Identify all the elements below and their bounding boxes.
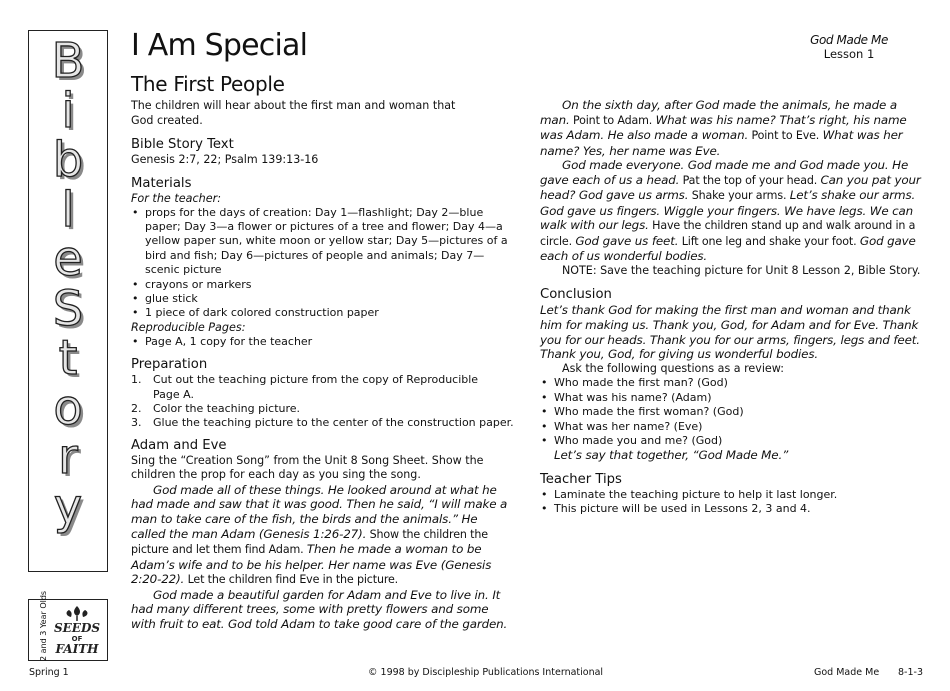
for-teacher-label: For the teacher: [131, 191, 221, 205]
sidebar-letter: o [53, 379, 83, 436]
reproducible-pages-label: Reproducible Pages: [131, 320, 246, 334]
list-item: • Page A, 1 copy for the teacher [131, 335, 513, 349]
list-item: 3. Glue the teaching picture to the center of the construction paper. [131, 416, 514, 430]
adam-and-eve-heading: Adam and Eve [131, 437, 227, 453]
list-item: • This picture will be used in Lessons 2, 3 and 4. [540, 502, 922, 516]
age-label: 2 and 3 Year Olds [39, 590, 48, 661]
list-item: • crayons or markers [131, 278, 511, 292]
seeds-of-faith-logo-icon [47, 602, 107, 660]
page-title: I Am Special [131, 28, 308, 63]
footer-season: Spring 1 [29, 667, 69, 678]
sidebar-letter: r [58, 429, 78, 485]
page-subtitle: The First People [131, 72, 285, 96]
story-paragraph: God made all of these things. He looked around at what he had made and saw that it was good. Then he said, “I will make a man to take care of the fish, the birds and the animals.” He called the man Adam (Genesis 1:26-27). Show the children the picture and let them find Adam. Then he made a woman to be Adam’s wife and to be his helper. Her name was Eve (Genesis 2:20-22). Let the children find Eve in the picture. [131, 482, 508, 587]
sidebar-letter: S [52, 280, 84, 337]
bible-reference: Genesis 2:7, 22; Psalm 139:13-16 [131, 153, 319, 166]
left-column [131, 99, 513, 631]
sidebar-letter: i [61, 82, 75, 139]
seeds-of-faith-logo [28, 590, 108, 661]
series-label [810, 33, 888, 61]
series-title: God Made Me [810, 33, 888, 47]
bible-story-vertical-title [29, 33, 107, 535]
story-paragraph: On the sixth day, after God made the animals, he made a man. Point to Adam. What was his name? That’s right, his name was Adam. He also made a woman. Point to Eve. What was her name? Yes, her name was Eve. [540, 98, 907, 158]
logo-word-faith: FAITH [55, 642, 99, 656]
preparation-list [131, 373, 514, 431]
sidebar-letter: B [51, 33, 85, 89]
list-item: • Laminate the teaching picture to help it last longer. [540, 488, 922, 502]
conclusion-heading: Conclusion [540, 287, 612, 303]
story-paragraph: God made a beautiful garden for Adam and Eve to live in. It had many different trees, some with pretty flowers and some with fruit to eat. God told Adam to take good care of the garden. [131, 587, 508, 631]
list-item: • props for the days of creation: Day 1—flashlight; Day 2—blue paper; Day 3—a flower or pictures of a tree and flower; Day 4—a yellow paper sun, white moon or yellow star; Day 5—pictures of a bird and fish; Day 6—pictures of people and animals; Day 7—scenic picture [131, 206, 511, 278]
story-paragraph: God made everyone. God made me and God made you. He gave each of us a head. Pat the top of your head. Can you pat your head? God gave us arms. Shake your arms. Let’s shake our arms. God gave us fingers. Wiggle your fingers. We have legs. We can walk with our legs. Have the children stand up and walk around in a circle. God gave us feet. Lift one leg and shake your foot. God gave each of us wonderful bodies. [540, 158, 921, 264]
closing-line: Let’s say that together, “God Made Me.” [554, 448, 789, 463]
bible-story-text-heading: Bible Story Text [131, 137, 234, 152]
footer-series-title: God Made Me [814, 667, 880, 678]
list-item: • glue stick [131, 292, 511, 306]
list-item: • 1 piece of dark colored construction paper [131, 306, 511, 320]
logo-word-seeds: SEEDS [53, 621, 101, 635]
sidebar-letter: b [52, 132, 84, 188]
preparation-heading: Preparation [131, 357, 208, 373]
materials-heading: Materials [131, 175, 192, 191]
list-item: • Who made you and me? (God) [540, 434, 922, 448]
logo-word-of: OF [71, 635, 83, 643]
materials-list [131, 206, 511, 321]
list-item: • What was her name? (Eve) [540, 420, 922, 434]
sidebar-letter: e [53, 231, 83, 287]
list-item: 1. Cut out the teaching picture from the copy of Reproducible Page A. [131, 373, 479, 401]
list-item: • What was his name? (Adam) [540, 391, 922, 405]
teaching-note: NOTE: Save the teaching picture for Unit 8 Lesson 2, Bible Story. [562, 263, 921, 277]
footer-copyright: © 1998 by Discipleship Publications International [368, 667, 604, 678]
review-questions [540, 376, 922, 448]
footer-page-number: 8-1-3 [898, 667, 923, 678]
review-intro: Ask the following questions as a review: [562, 361, 784, 375]
reproducible-list [131, 335, 513, 349]
sidebar-letter: l [61, 181, 75, 238]
sidebar-letter: t [58, 330, 78, 386]
list-item: 2. Color the teaching picture. [131, 401, 301, 415]
list-item: • Who made the first woman? (God) [540, 405, 922, 419]
right-column [540, 98, 922, 517]
sidebar-banner [28, 30, 108, 572]
list-item: • Who made the first man? (God) [540, 376, 922, 390]
conclusion-text: Let’s thank God for making the first man and woman and thank him for making us. Thank you, God, for Adam and for Eve. Thank you for our heads. Thank you for our arms, fingers, legs and feet. Thank you, God, for giving us wonderful bodies. [540, 303, 920, 362]
lesson-number: Lesson 1 [823, 47, 875, 61]
intro-text: The children will hear about the first man and woman that God created. [131, 99, 456, 127]
sidebar-letter: y [53, 478, 83, 535]
teacher-tips-heading: Teacher Tips [540, 471, 622, 487]
teacher-tips-list [540, 488, 922, 517]
adam-eve-intro: Sing the “Creation Song” from the Unit 8 Song Sheet. Show the children the prop for each day as you sing the song. [131, 453, 484, 482]
